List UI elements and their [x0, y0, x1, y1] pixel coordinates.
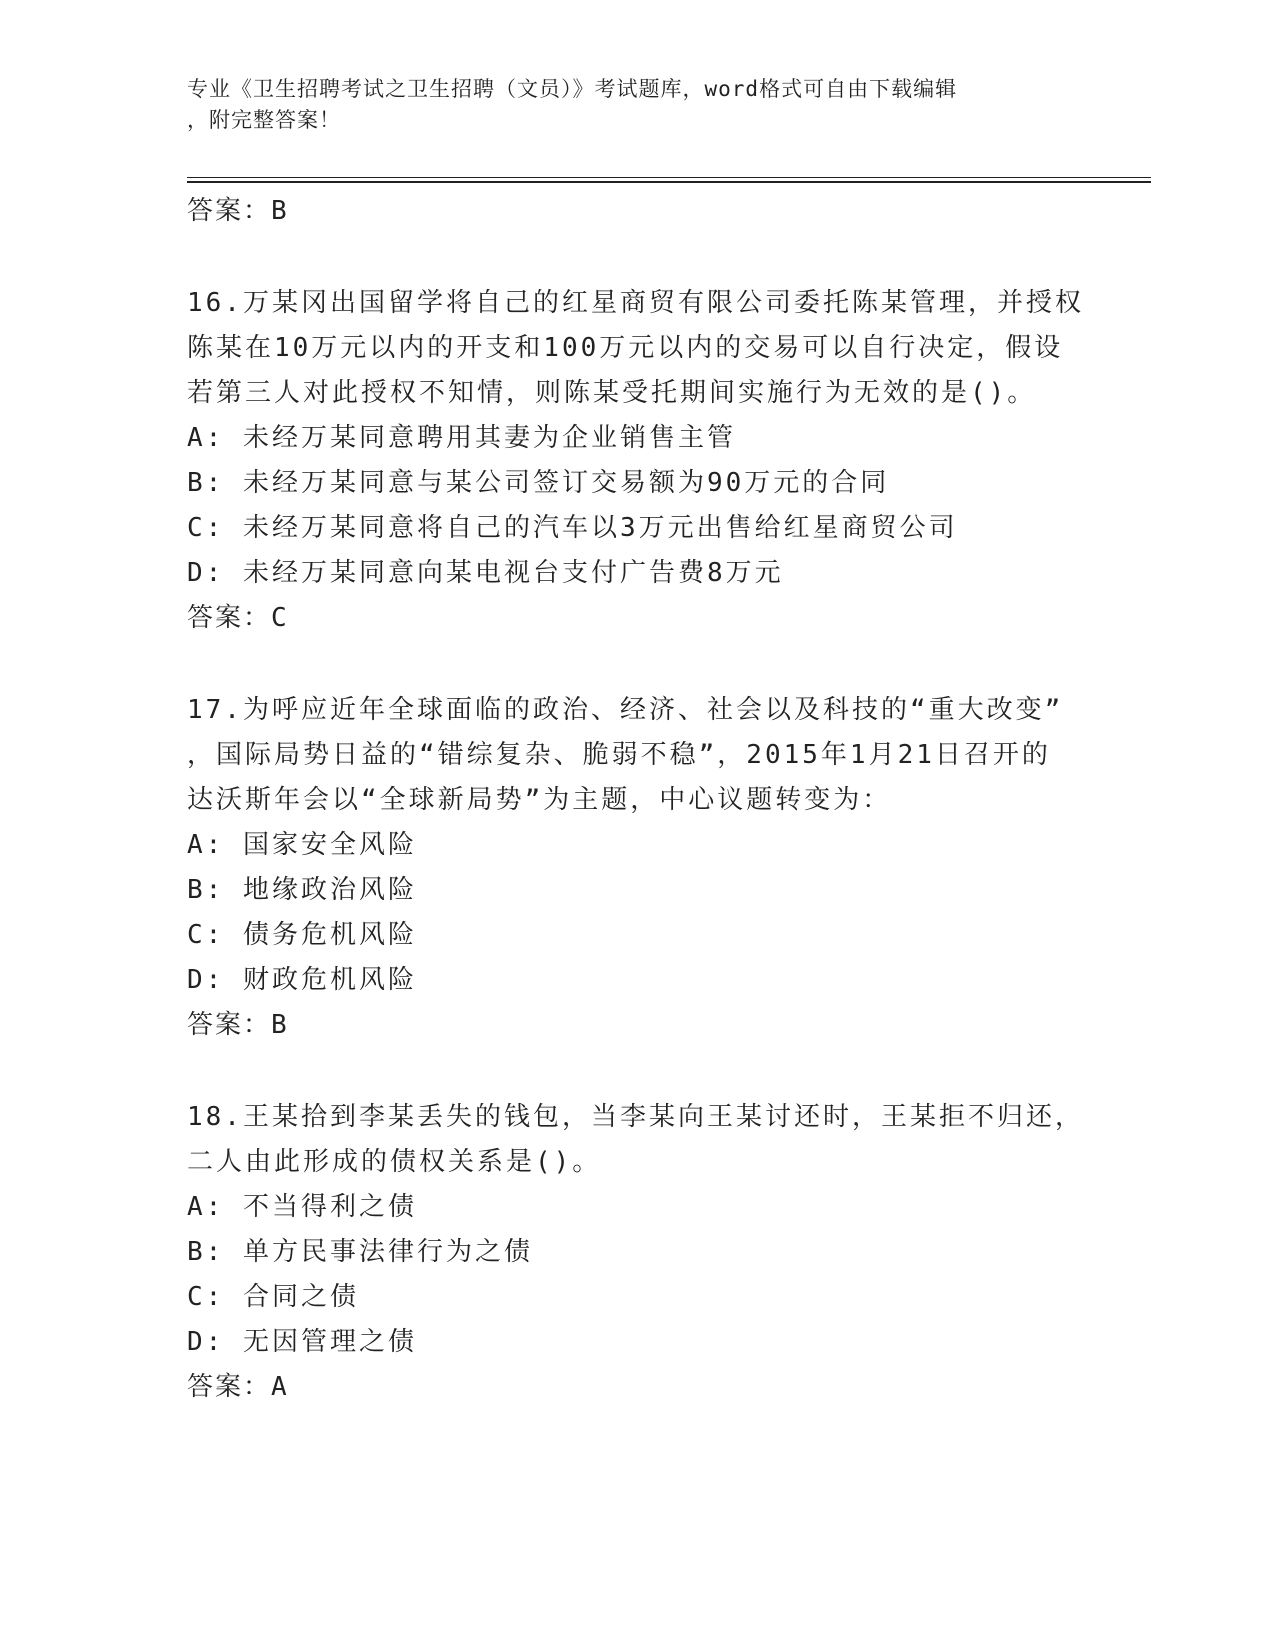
option-b: B: 单方民事法律行为之债 [187, 1237, 533, 1267]
question-16 [187, 281, 1087, 641]
question-text [187, 1095, 1087, 1185]
option-d: D: 财政危机风险 [187, 965, 417, 995]
question-list [187, 189, 1087, 1410]
spacer [187, 234, 1087, 281]
question-line: 二人由此形成的债权关系是()。 [187, 1147, 602, 1177]
question-18 [187, 1095, 1087, 1410]
question-line: 18.王某拾到李某丢失的钱包，当李某向王某讨还时，王某拒不归还， [187, 1102, 1084, 1132]
question-line: 达沃斯年会以“全球新局势”为主题，中心议题转变为： [187, 785, 892, 815]
header-line-2: ，附完整答案！ [187, 108, 341, 132]
option-a: A: 不当得利之债 [187, 1192, 417, 1222]
header-divider-thick [187, 181, 1151, 183]
spacer [187, 641, 1087, 688]
question-line: 陈某在10万元以内的开支和100万元以内的交易可以自行决定，假设 [187, 333, 1064, 363]
previous-question-answer: 答案：B [187, 196, 289, 226]
question-line: 16.万某冈出国留学将自己的红星商贸有限公司委托陈某管理，并授权 [187, 288, 1084, 318]
question-line: ，国际局势日益的“错综复杂、脆弱不稳”，2015年1月21日召开的 [187, 740, 1051, 770]
option-d: D: 无因管理之债 [187, 1327, 417, 1357]
answer: 答案：C [187, 603, 289, 633]
question-line: 若第三人对此授权不知情，则陈某受托期间实施行为无效的是()。 [187, 378, 1037, 408]
option-d: D: 未经万某同意向某电视台支付广告费8万元 [187, 558, 784, 588]
header-divider-thin [187, 177, 1151, 178]
question-line: 17.为呼应近年全球面临的政治、经济、社会以及科技的“重大改变” [187, 695, 1064, 725]
option-b: B: 地缘政治风险 [187, 875, 417, 905]
option-b: B: 未经万某同意与某公司签订交易额为90万元的合同 [187, 468, 890, 498]
option-c: C: 合同之债 [187, 1282, 359, 1312]
option-a: A: 未经万某同意聘用其妻为企业销售主管 [187, 423, 736, 453]
question-text [187, 281, 1087, 416]
question-text [187, 688, 1087, 823]
option-a: A: 国家安全风险 [187, 830, 417, 860]
spacer [187, 1048, 1087, 1095]
option-c: C: 债务危机风险 [187, 920, 417, 950]
answer: 答案：A [187, 1372, 289, 1402]
header-line-1: 专业《卫生招聘考试之卫生招聘（文员）》考试题库，word格式可自由下载编辑 [187, 77, 958, 101]
answer: 答案：B [187, 1010, 289, 1040]
question-17 [187, 688, 1087, 1048]
option-c: C: 未经万某同意将自己的汽车以3万元出售给红星商贸公司 [187, 513, 958, 543]
document-header [187, 74, 1067, 136]
